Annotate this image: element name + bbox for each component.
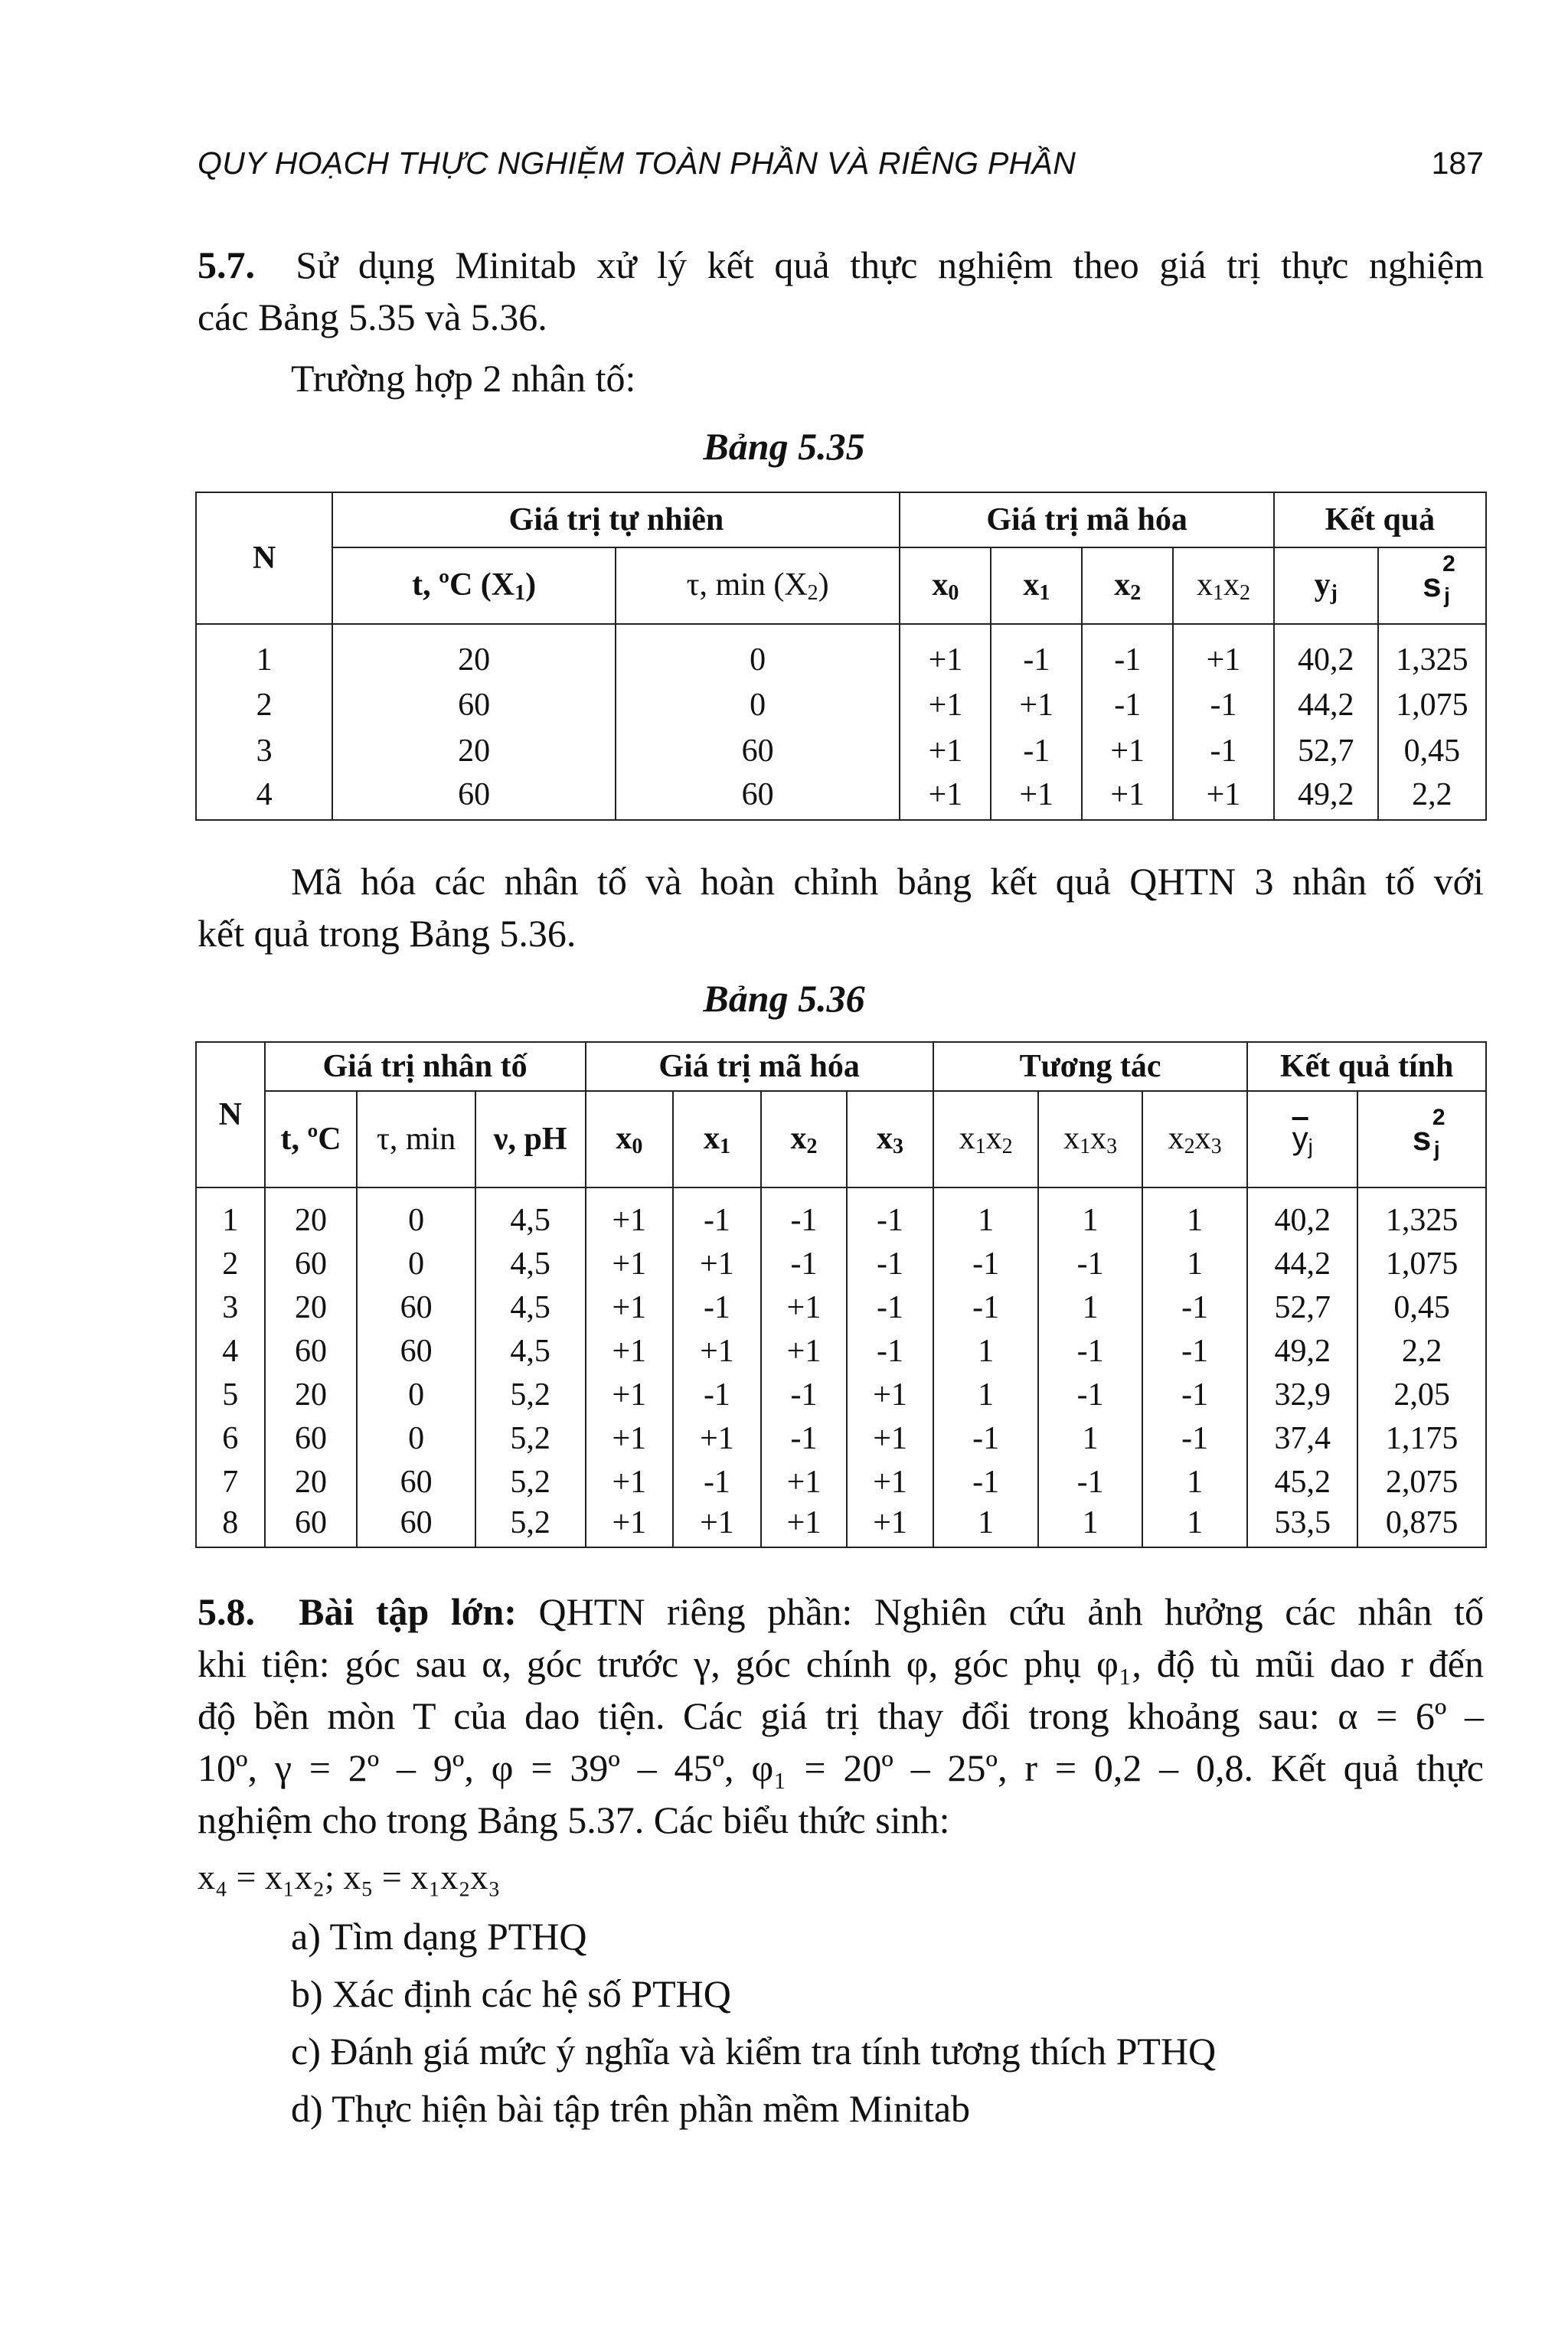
- table-cell: 40,2: [1274, 624, 1378, 682]
- col-header-t: t, ºC: [265, 1091, 358, 1187]
- table-cell: 20: [265, 1373, 358, 1416]
- table-cell: 60: [332, 682, 615, 728]
- page-number: 187: [1431, 145, 1484, 181]
- table-cell: +1: [586, 1285, 674, 1329]
- table-cell: 1,175: [1357, 1416, 1486, 1460]
- table-cell: 1: [933, 1504, 1039, 1547]
- table-cell: 60: [265, 1242, 358, 1285]
- table-cell: 60: [616, 774, 900, 820]
- table-cell: 60: [357, 1285, 475, 1329]
- col-header-x1: $x_1$: [673, 1091, 761, 1187]
- col-header-interaction: Tương tác: [933, 1042, 1248, 1091]
- table-cell: 0: [616, 682, 900, 728]
- table-row: [196, 774, 1486, 820]
- table-cell: 60: [357, 1504, 475, 1547]
- table-cell: 44,2: [1247, 1242, 1357, 1285]
- table-cell: 0,875: [1357, 1504, 1486, 1547]
- col-header-result: Kết quả: [1274, 492, 1486, 547]
- table-cell: 0,45: [1357, 1285, 1486, 1329]
- table-cell: -1: [933, 1460, 1039, 1504]
- col-header-natural: Giá trị tự nhiên: [332, 492, 900, 547]
- table-cell: +1: [900, 624, 991, 682]
- col-header-x1x3: $x_1x_3$: [1038, 1091, 1142, 1187]
- table-cell: +1: [586, 1242, 674, 1285]
- task-item-b: b) Xác định các hệ số PTHQ: [291, 1972, 731, 2015]
- task-item-a: a) Tìm dạng PTHQ: [291, 1915, 587, 1958]
- col-header-yj: $y_j$: [1274, 547, 1378, 624]
- exercise-label: Bài tập lớn:: [299, 1590, 517, 1633]
- table-row: [196, 728, 1486, 774]
- table-cell: 5,2: [475, 1416, 586, 1460]
- table-cell: -1: [761, 1373, 848, 1416]
- table-cell: +1: [847, 1504, 933, 1547]
- table-cell: 5: [196, 1373, 265, 1416]
- table-cell: 2: [196, 1242, 265, 1285]
- table-cell: 5,2: [475, 1373, 586, 1416]
- table-cell: 2: [196, 682, 332, 728]
- middle-paragraph: Mã hóa các nhân tố và hoàn chỉnh bảng kết quả QHTN 3 nhân tố với kết quả trong Bảng 5.36.: [198, 860, 1484, 955]
- generator-formula: x₄ = x₁x₂; x₅ = x₁x₂x₃: [198, 1857, 501, 1896]
- table-cell: 1,325: [1357, 1187, 1486, 1242]
- table-cell: 1,075: [1378, 682, 1486, 728]
- table-cell: +1: [1082, 728, 1173, 774]
- table-cell: 53,5: [1247, 1504, 1357, 1547]
- col-header-tau: τ, $\min (X_2)$: [616, 547, 900, 624]
- table-cell: +1: [673, 1504, 761, 1547]
- table-cell: -1: [1142, 1416, 1248, 1460]
- col-header-t: t, ºC $(X_1)$: [332, 547, 615, 624]
- table-cell: 37,4: [1247, 1416, 1357, 1460]
- table-cell: 1: [196, 624, 332, 682]
- col-header-result: Kết quả tính: [1247, 1042, 1486, 1091]
- table-cell: -1: [673, 1460, 761, 1504]
- table-cell: 52,7: [1247, 1285, 1357, 1329]
- table-cell: 5,2: [475, 1460, 586, 1504]
- table-cell: +1: [761, 1460, 848, 1504]
- table-cell: -1: [761, 1416, 848, 1460]
- table-cell: 0: [357, 1416, 475, 1460]
- table-cell: -1: [847, 1187, 933, 1242]
- col-header-factor: Giá trị nhân tố: [265, 1042, 586, 1091]
- table-cell: 1: [1038, 1416, 1142, 1460]
- table-cell: +1: [673, 1329, 761, 1373]
- table-cell: +1: [900, 682, 991, 728]
- table-5-35-caption: Bảng 5.35: [703, 425, 865, 468]
- table-cell: +1: [586, 1416, 674, 1460]
- table-row: [196, 1285, 1486, 1329]
- two-factor-label: Trường hợp 2 nhân tố:: [291, 357, 636, 400]
- table-cell: 7: [196, 1460, 265, 1504]
- table-cell: +1: [761, 1504, 848, 1547]
- table-cell: 60: [265, 1329, 358, 1373]
- table-row: [196, 682, 1486, 728]
- table-cell: 0,45: [1378, 728, 1486, 774]
- table-cell: -1: [1142, 1285, 1248, 1329]
- table-cell: 1: [1142, 1504, 1248, 1547]
- table-cell: +1: [847, 1373, 933, 1416]
- table-cell: 0: [616, 624, 900, 682]
- table-cell: 1,075: [1357, 1242, 1486, 1285]
- table-cell: 4,5: [475, 1242, 586, 1285]
- table-cell: 1: [1142, 1187, 1248, 1242]
- table-cell: 0: [357, 1242, 475, 1285]
- table-cell: 3: [196, 728, 332, 774]
- table-cell: -1: [761, 1242, 848, 1285]
- table-cell: -1: [673, 1373, 761, 1416]
- col-header-x1x2: $x_1x_2$: [933, 1091, 1039, 1187]
- col-header-s2j: s 2 j: [1357, 1091, 1486, 1187]
- table-cell: 20: [332, 624, 615, 682]
- table-cell: 0: [357, 1373, 475, 1416]
- table-5-36: [195, 1041, 1487, 1548]
- section-text: Sử dụng Minitab xử lý kết quả thực nghiệm theo giá trị thực nghiệm: [296, 243, 1485, 286]
- table-cell: +1: [761, 1285, 848, 1329]
- table-cell: 20: [265, 1285, 358, 1329]
- table-cell: 1: [1142, 1242, 1248, 1285]
- table-cell: 45,2: [1247, 1460, 1357, 1504]
- table-cell: -1: [847, 1329, 933, 1373]
- col-header-coded: Giá trị mã hóa: [586, 1042, 933, 1091]
- table-cell: 52,7: [1274, 728, 1378, 774]
- table-cell: -1: [1082, 682, 1173, 728]
- col-header-x0: $x_0$: [586, 1091, 674, 1187]
- table-cell: 3: [196, 1285, 265, 1329]
- section-text-line2: các Bảng 5.35 và 5.36.: [198, 296, 547, 338]
- table-cell: 60: [357, 1460, 475, 1504]
- table-cell: 0: [357, 1187, 475, 1242]
- section-number: 5.7.: [198, 243, 255, 286]
- col-header-x2: $x_2$: [1082, 547, 1173, 624]
- col-header-x3: $x_3$: [847, 1091, 933, 1187]
- running-head: QUY HOẠCH THỰC NGHIỆM TOÀN PHẦN VÀ RIÊNG PHẦN: [198, 145, 1076, 181]
- table-cell: 4,5: [475, 1187, 586, 1242]
- table-cell: +1: [586, 1373, 674, 1416]
- table-cell: 1: [933, 1373, 1039, 1416]
- table-cell: 1: [933, 1187, 1039, 1242]
- table-cell: +1: [586, 1187, 674, 1242]
- col-header-x2x3: $x_2x_3$: [1142, 1091, 1248, 1187]
- table-cell: 49,2: [1274, 774, 1378, 820]
- table-cell: 2,075: [1357, 1460, 1486, 1504]
- table-cell: -1: [1038, 1460, 1142, 1504]
- table-cell: +1: [1173, 624, 1274, 682]
- table-cell: 20: [332, 728, 615, 774]
- table-cell: 32,9: [1247, 1373, 1357, 1416]
- table-cell: 6: [196, 1416, 265, 1460]
- col-header-ybar-j: $\overline{y}_j$: [1247, 1091, 1357, 1187]
- table-cell: 1,325: [1378, 624, 1486, 682]
- table-cell: 2,05: [1357, 1373, 1486, 1416]
- table-cell: -1: [1173, 728, 1274, 774]
- table-cell: 20: [265, 1187, 358, 1242]
- table-row: [196, 624, 1486, 682]
- table-cell: 44,2: [1274, 682, 1378, 728]
- col-header-x2: $x_2$: [761, 1091, 848, 1187]
- table-cell: 5,2: [475, 1504, 586, 1547]
- table-cell: +1: [847, 1460, 933, 1504]
- table-5-35: [195, 492, 1487, 821]
- col-header-n: N: [196, 1042, 265, 1187]
- table-cell: 1: [1142, 1460, 1248, 1504]
- table-cell: 1: [196, 1187, 265, 1242]
- table-cell: 4,5: [475, 1329, 586, 1373]
- table-cell: -1: [1142, 1373, 1248, 1416]
- table-cell: 40,2: [1247, 1187, 1357, 1242]
- table-row: [196, 1373, 1486, 1416]
- table-cell: 2,2: [1357, 1329, 1486, 1373]
- col-header-n: N: [196, 492, 332, 624]
- section-number: 5.8.: [198, 1590, 255, 1633]
- table-cell: 60: [357, 1329, 475, 1373]
- table-cell: +1: [991, 682, 1082, 728]
- table-cell: -1: [761, 1187, 848, 1242]
- table-cell: -1: [933, 1242, 1039, 1285]
- table-row: [196, 1242, 1486, 1285]
- table-cell: -1: [1038, 1242, 1142, 1285]
- table-cell: 4,5: [475, 1285, 586, 1329]
- table-cell: -1: [1038, 1329, 1142, 1373]
- section-5-8-paragraph: 5.8. Bài tập lớn: QHTN riêng phần: Nghiên cứu ảnh hưởng các nhân tố khi tiện: góc sau α, góc trước γ, góc chính φ, góc phụ φ₁, độ tù mũi dao r đến độ bền mòn T của dao tiện. Các giá trị thay đổi trong khoảng sau: α = 6º – 10º, γ = 2º – 9º, φ = 39º – 45º, φ₁ = 20º – 25º, r = 0,2 – 0,8. Kết quả thực nghiệm cho trong Bảng 5.37. Các biểu thức sinh:: [198, 1590, 1485, 1841]
- table-cell: -1: [991, 728, 1082, 774]
- table-cell: +1: [991, 774, 1082, 820]
- table-cell: -1: [933, 1285, 1039, 1329]
- table-cell: 49,2: [1247, 1329, 1357, 1373]
- table-cell: -1: [991, 624, 1082, 682]
- table-cell: 20: [265, 1460, 358, 1504]
- section-5-7-paragraph: [198, 239, 1484, 343]
- table-cell: -1: [1082, 624, 1173, 682]
- table-cell: -1: [1038, 1373, 1142, 1416]
- table-cell: +1: [586, 1329, 674, 1373]
- table-cell: 1: [1038, 1285, 1142, 1329]
- table-cell: -1: [673, 1285, 761, 1329]
- table-cell: +1: [586, 1504, 674, 1547]
- col-header-coded: Giá trị mã hóa: [900, 492, 1273, 547]
- task-item-d: d) Thực hiện bài tập trên phần mềm Minitab: [291, 2087, 971, 2130]
- task-item-c: c) Đánh giá mức ý nghĩa và kiểm tra tính tương thích PTHQ: [291, 2030, 1217, 2073]
- table-cell: 4: [196, 1329, 265, 1373]
- col-header-x1x2: $x_1x_2$: [1173, 547, 1274, 624]
- table-cell: 4: [196, 774, 332, 820]
- table-cell: +1: [847, 1416, 933, 1460]
- table-cell: +1: [1082, 774, 1173, 820]
- table-row: [196, 1460, 1486, 1504]
- col-header-tau: τ, min: [357, 1091, 475, 1187]
- table-cell: -1: [933, 1416, 1039, 1460]
- table-cell: +1: [761, 1329, 848, 1373]
- table-cell: -1: [1173, 682, 1274, 728]
- col-header-x0: $x_0$: [900, 547, 991, 624]
- table-cell: -1: [847, 1242, 933, 1285]
- table-cell: 60: [265, 1504, 358, 1547]
- table-cell: +1: [900, 728, 991, 774]
- table-cell: 2,2: [1378, 774, 1486, 820]
- table-cell: 8: [196, 1504, 265, 1547]
- col-header-x1: $x_1$: [991, 547, 1082, 624]
- table-cell: +1: [900, 774, 991, 820]
- table-cell: 60: [332, 774, 615, 820]
- table-cell: +1: [586, 1460, 674, 1504]
- table-cell: 1: [933, 1329, 1039, 1373]
- table-cell: -1: [847, 1285, 933, 1329]
- table-cell: -1: [1142, 1329, 1248, 1373]
- table-5-36-caption: Bảng 5.36: [703, 977, 865, 1020]
- table-row: [196, 1416, 1486, 1460]
- table-row: [196, 1187, 1486, 1242]
- table-cell: 1: [1038, 1504, 1142, 1547]
- table-cell: 60: [265, 1416, 358, 1460]
- col-header-ph: ν, pH: [475, 1091, 586, 1187]
- table-cell: +1: [673, 1242, 761, 1285]
- col-header-s2j: s 2 j: [1378, 547, 1486, 624]
- table-cell: 1: [1038, 1187, 1142, 1242]
- table-row: [196, 1329, 1486, 1373]
- table-cell: +1: [673, 1416, 761, 1460]
- table-cell: 60: [616, 728, 900, 774]
- table-cell: +1: [1173, 774, 1274, 820]
- table-row: [196, 1504, 1486, 1547]
- table-cell: -1: [673, 1187, 761, 1242]
